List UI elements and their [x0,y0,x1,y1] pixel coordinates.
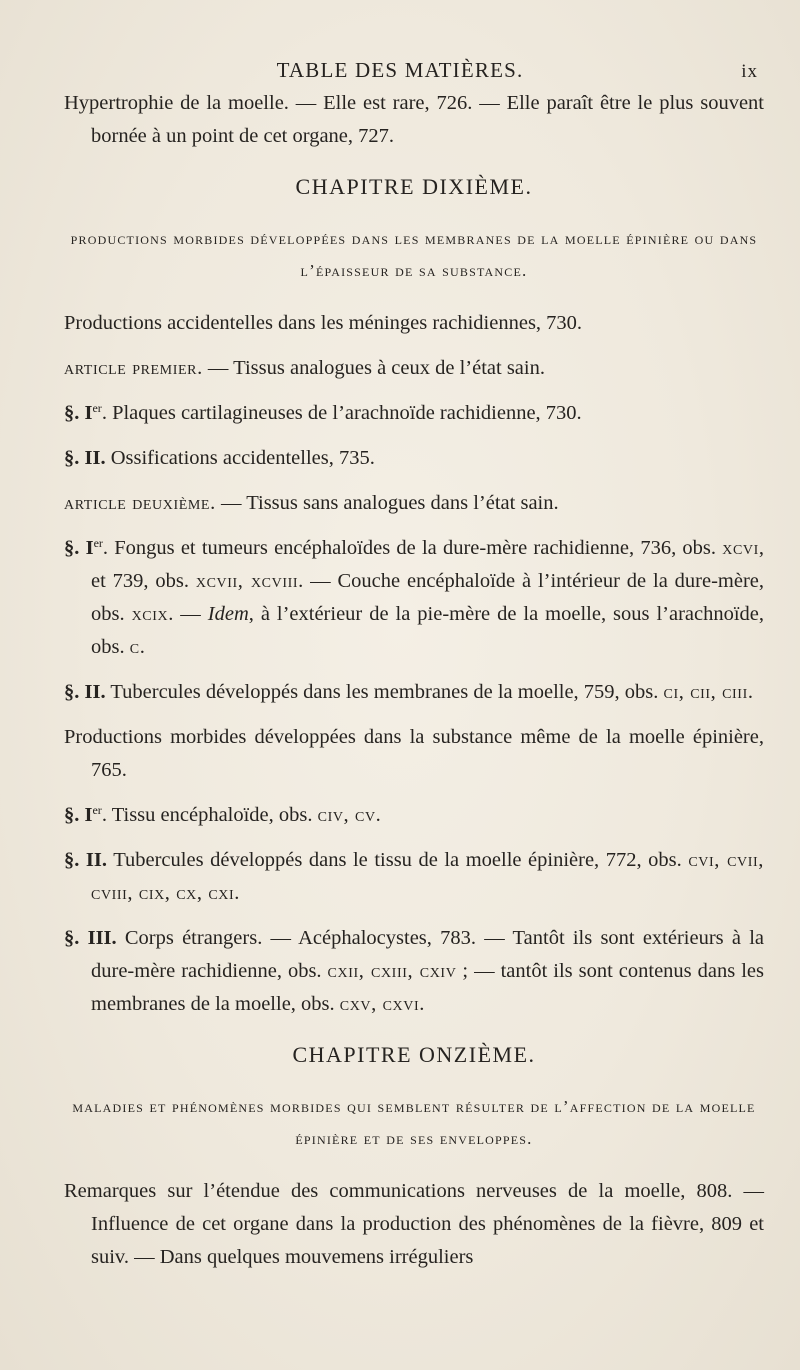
section-text: . Fongus et tumeurs encéphaloïdes de la dure-mère rachidienne, 736, obs. [102,537,723,559]
section-text: . [419,993,425,1015]
observation-ref: civ, cv [317,804,376,826]
section-text: . [139,636,145,658]
chapter-heading-eleven: CHAPITRE ONZIÈME. [292,1042,536,1067]
section-superscript: er [92,803,102,817]
article-text: — Tissus sans analogues dans l’état sain. [215,492,559,514]
toc-entry-corps-etrangers [64,922,764,1021]
page-number: ix [741,61,758,82]
section-text: ; — tantôt ils sont contenus dans les membranes de la moelle, obs. [91,960,764,1015]
toc-entry-remarques: Remarques sur l’étendue des communications nerveuses de la moelle, 808. — Influence de cet organe dans la production des phénomènes de la fièvre, 809 et suiv. — Dans quelques mouvemens irréguliers [64,1180,764,1268]
article-label: article premier. [64,357,203,379]
section-text: . [234,882,240,904]
observation-ref: ci, cii, ciii [663,681,748,703]
section-text: . [375,804,381,826]
page-header [0,58,800,88]
idem-word: Idem [207,603,249,625]
toc-entry-article-premier [64,352,764,385]
section-text: Corps étrangers. — Acéphalocystes, 783. — Tantôt ils sont extérieurs à la dure-mère rachidienne, obs. [91,927,764,982]
section-number: §. II. [64,849,108,871]
toc-entry-productions-substance: Productions morbides développées dans la substance même de la moelle épinière, 765. [64,726,764,781]
article-label: article deuxième. [64,492,216,514]
observation-ref: c [129,636,140,658]
toc-entry-plaques [64,397,764,430]
section-number: §. I [64,804,93,826]
toc-entry-fongus [64,532,764,664]
chapter-subtitle-ten: productions morbides développées dans les membranes de la moelle épinière ou dans l’épaisseur de sa substance. [70,229,758,280]
running-title: TABLE DES MATIÈRES. [276,58,524,82]
section-number: §. I [64,402,93,424]
section-text: . Plaques cartilagineuses de l’arachnoïde rachidienne, 730. [101,402,582,424]
section-number: §. I [64,537,94,559]
section-number: §. II. [64,681,106,703]
table-of-contents-body [64,87,764,1274]
toc-entry-tubercules-membranes [64,676,764,709]
toc-entry-productions-meninges: Productions accidentelles dans les méninges rachidiennes, 730. [64,312,583,334]
section-text: , à l’extérieur de la pie-mère de la moelle, sous l’arachnoïde, obs. [91,603,765,658]
section-text: . [747,681,753,703]
section-number: §. II. [64,447,106,469]
chapter-subtitle-eleven: maladies et phénomènes morbides qui semblent résulter de l’affection de la moelle épinière et de ses enveloppes. [72,1097,756,1148]
section-superscript: er [93,536,103,550]
article-text: — Tissus analogues à ceux de l’état sain. [202,357,545,379]
toc-entry-ossifications [64,442,764,475]
observation-ref: xcix [131,603,169,625]
observation-ref: cvi, cvii, cviii, cix, cx, cxi [91,849,764,904]
section-text: Ossifications accidentelles, 735. [105,447,375,469]
section-text: Tubercules développés dans les membranes de la moelle, 759, obs. [105,681,664,703]
section-text: , et 739, obs. [91,537,764,592]
section-superscript: er [92,401,102,415]
section-text: Tubercules développés dans le tissu de la moelle épinière, 772, obs. [107,849,689,871]
observation-ref: xcvii, xcviii [195,570,299,592]
section-text: . — [168,603,208,625]
section-text: . Tissu encéphaloïde, obs. [101,804,318,826]
toc-entry-hypertrophie: Hypertrophie de la moelle. — Elle est rare, 726. — Elle paraît être le plus souvent bornée à un point de cet organe, 727. [64,92,764,147]
toc-entry-tubercules-tissu [64,844,764,910]
observation-ref: cxii, cxiii, cxiv [327,960,457,982]
chapter-heading-ten: CHAPITRE DIXIÈME. [295,174,533,199]
observation-ref: xcvi [722,537,759,559]
toc-entry-article-deuxieme [64,487,764,520]
section-number: §. III. [64,927,117,949]
section-text: . — Couche encéphaloïde à l’intérieur de la dure-mère, obs. [91,570,765,625]
observation-ref: cxv, cxvi [339,993,420,1015]
toc-entry-tissu-encephaloide [64,799,764,832]
